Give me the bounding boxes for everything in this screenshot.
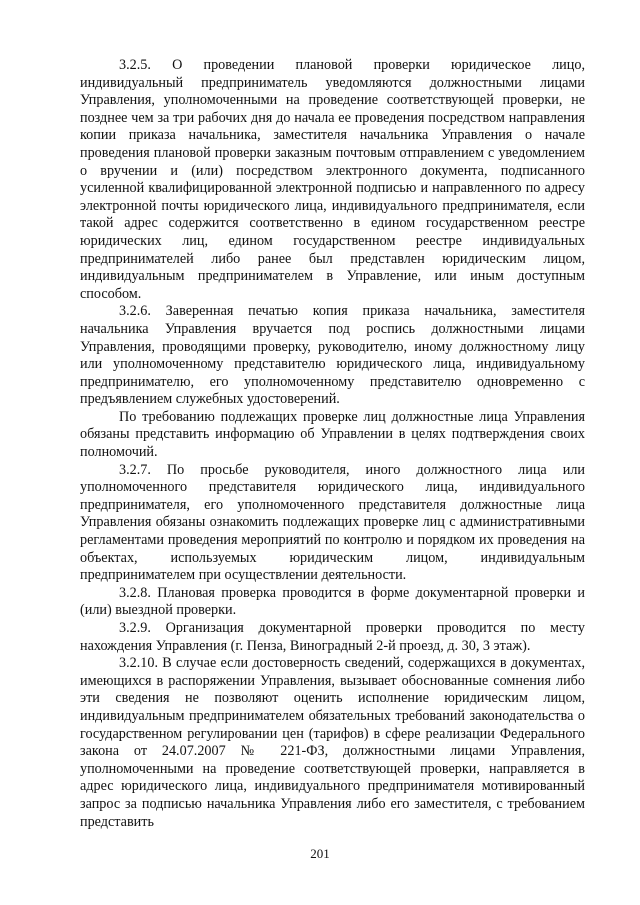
paragraph-3-2-9: 3.2.9. Организация документарной проверки проводится по месту нахождения Управления (г. Пенза, Виноградный 2-й проезд, д. 30, 3 этаж). (80, 620, 585, 654)
page-number: 201 (310, 846, 330, 861)
paragraph-3-2-6: 3.2.6. Заверенная печатью копия приказа начальника, заместителя начальника Управления вручается под роспись должностными лицами Управления, проводящими проверку, руководителю, иному должностному лицу или уполномоченному представителю юридического лица, индивидуальному предпринимателю, его уполномоченному представителю одновременно с предъявлением служебных удостоверений. (80, 303, 585, 408)
paragraph-3-2-8: 3.2.8. Плановая проверка проводится в форме документарной проверки и (или) выездной проверки. (80, 584, 585, 619)
paragraph-3-2-5: 3.2.5. О проведении плановой проверки юридическое лицо, индивидуальный предприниматель уведомляются должностными лицами Управления, уполномоченными на проведение соответствующей проверки, не позднее чем за три рабочих дня до начала ее проведения посредством направления копии приказа начальника, заместителя начальника Управления о начале проведения плановой проверки заказным почтовым отправлением с уведомлением о вручении и (или) посредством электронного документа, подписанного усиленной квалифицированной электронной подписью и направленного по адресу электронной почты юридического лица, индивидуального предпринимателя, если такой адрес содержится соответственно в едином государственном реестре юридических лиц, едином государственном реестре индивидуальных предпринимателей либо ранее был представлен юридическим лицом, индивидуальным предпринимателем в Управление, или иным доступным способом. (80, 57, 585, 302)
document-body (80, 57, 585, 831)
paragraph-3-2-10: 3.2.10. В случае если достоверность сведений, содержащихся в документах, имеющихся в распоряжении Управления, вызывает обоснованные сомнения либо эти сведения не позволяют оценить исполнение юридическим лицом, индивидуальным предпринимателем обязательных требований законодательства о государственном регулировании цен (тарифов) в сфере реализации Федерального закона от 24.07.2007 № 221-ФЗ, должностными лицами Управления, уполномоченными на проведение соответствующей проверки, направляется в адрес юридического лица, индивидуального предпринимателя мотивированный запрос за подписью начальника Управления либо его заместителя, с требованием представить (80, 655, 585, 830)
paragraph-3-2-7: 3.2.7. По просьбе руководителя, иного должностного лица или уполномоченного представителя юридического лица, индивидуального предпринимателя, его уполномоченного представителя должностные лица Управления обязаны ознакомить подлежащих проверке лиц с административными регламентами проведения мероприятий по контролю и порядком их проведения на объектах, используемых юридическим лицом, индивидуальным предпринимателем при осуществлении деятельности. (80, 461, 585, 584)
paragraph-info-request: По требованию подлежащих проверке лиц должностные лица Управления обязаны представить информацию об Управлении в целях подтверждения своих полномочий. (80, 408, 585, 461)
